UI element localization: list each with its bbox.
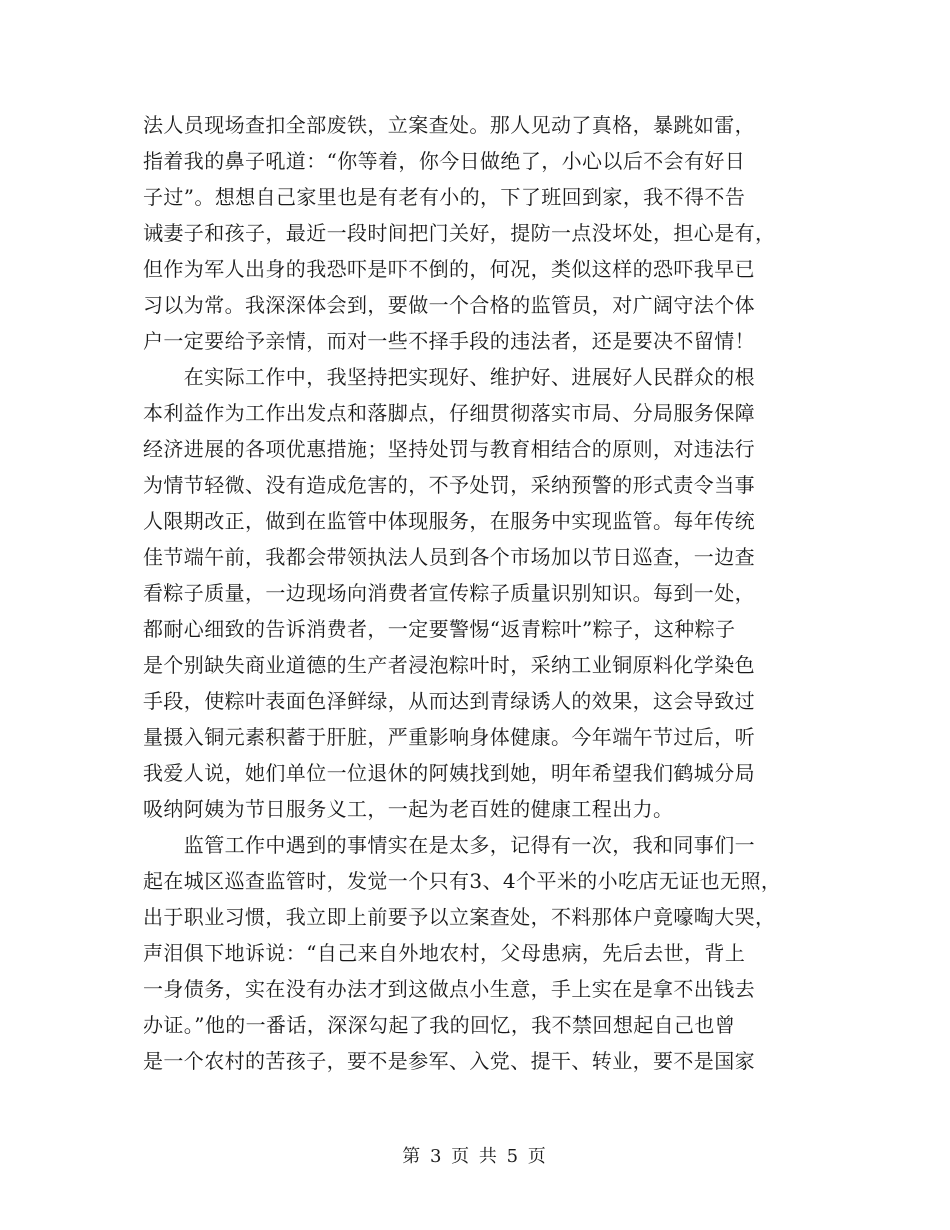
body-text <box>143 107 823 1079</box>
text-line: 手段，使粽叶表面色泽鲜绿，从而达到青绿诱人的效果，这会导致过 <box>143 689 755 713</box>
text-line: 指着我的鼻子吼道：“你等着，你今日做绝了，小心以后不会有好日 <box>143 149 746 173</box>
text-line: 起在城区巡查监管时，发觉一个只有3、4个平米的小吃店无证也无照， <box>143 869 782 893</box>
text-line: 都耐心细致的告诉消费者，一定要警惕“返青粽叶”粽子，这种粽子 <box>143 617 736 641</box>
text-line: 子过”。想想自己家里也是有老有小的，下了班回到家，我不得不告 <box>143 185 746 209</box>
text-line: 看粽子质量，一边现场向消费者宣传粽子质量识别知识。每到一处， <box>143 581 755 605</box>
text-line: 但作为军人出身的我恐吓是吓不倒的，何况，类似这样的恐吓我早已 <box>143 257 755 281</box>
text-line: 吸纳阿姨为节日服务义工，一起为老百姓的健康工程出力。 <box>143 797 674 821</box>
text-line: 本利益作为工作出发点和落脚点，仔细贯彻落实市局、分局服务保障 <box>143 401 755 425</box>
text-line: 我爱人说，她们单位一位退休的阿姨找到她，明年希望我们鹤城分局 <box>143 761 755 785</box>
text-line: 为情节轻微、没有造成危害的，不予处罚，采纳预警的形式责令当事 <box>143 473 755 497</box>
text-line: 一身债务，实在没有办法才到这做点小生意，手上实在是拿不出钱去 <box>143 977 755 1001</box>
text-line: 人限期改正，做到在监管中体现服务，在服务中实现监管。每年传统 <box>143 509 755 533</box>
text-line: 监管工作中遇到的事情实在是太多，记得有一次，我和同事们一 <box>143 833 755 857</box>
text-line: 办证。”他的一番话，深深勾起了我的回忆，我不禁回想起自己也曾 <box>143 1013 736 1037</box>
text-line: 经济进展的各项优惠措施；坚持处罚与教育相结合的原则，对违法行 <box>143 437 755 461</box>
text-line: 佳节端午前，我都会带领执法人员到各个市场加以节日巡查，一边查 <box>143 545 755 569</box>
text-line: 习以为常。我深深体会到，要做一个合格的监管员，对广阔守法个体 <box>143 293 755 317</box>
text-line: 是个别缺失商业道德的生产者浸泡粽叶时，采纳工业铜原料化学染色 <box>143 653 755 677</box>
text-line: 户一定要给予亲情，而对一些不择手段的违法者，还是要决不留情！ <box>143 329 755 353</box>
text-line: 量摄入铜元素积蓄于肝脏，严重影响身体健康。今年端午节过后，听 <box>143 725 755 749</box>
text-line: 法人员现场查扣全部废铁，立案查处。那人见动了真格，暴跳如雷， <box>143 113 755 137</box>
text-line: 是一个农村的苦孩子，要不是参军、入党、提干、转业，要不是国家 <box>143 1049 755 1073</box>
text-line: 诫妻子和孩子，最近一段时间把门关好，提防一点没坏处，担心是有， <box>143 221 776 245</box>
text-line: 声泪俱下地诉说：“自己来自外地农村，父母患病，先后去世，背上 <box>143 941 746 965</box>
page-number-footer: 第 3 页 共 5 页 <box>402 1146 548 1167</box>
text-line: 在实际工作中，我坚持把实现好、维护好、进展好人民群众的根 <box>143 365 755 389</box>
text-line: 出于职业习惯，我立即上前要予以立案查处，不料那体户竟嚎啕大哭， <box>143 905 776 929</box>
